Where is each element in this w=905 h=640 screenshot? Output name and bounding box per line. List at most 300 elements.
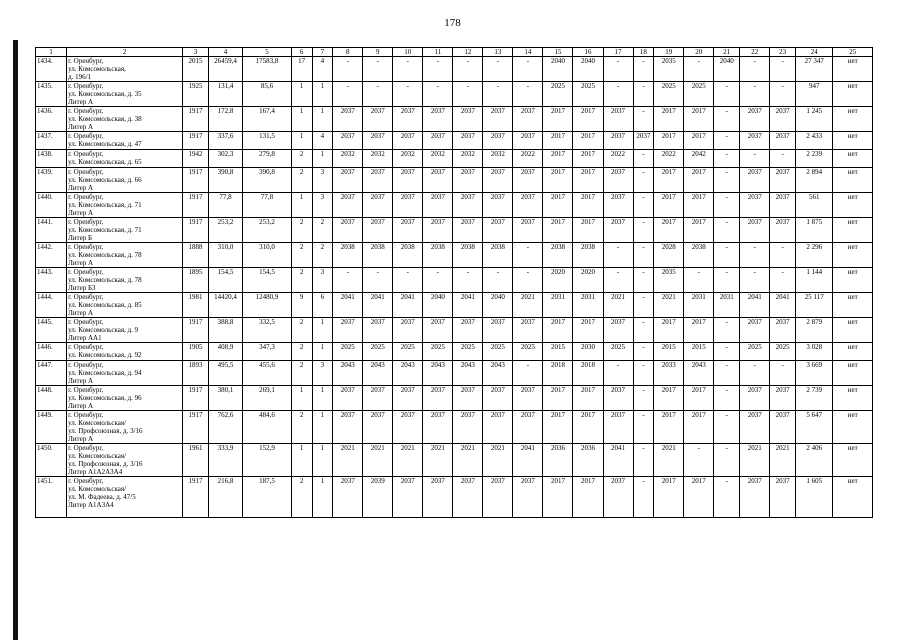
data-cell: 2036: [543, 444, 573, 477]
address-line: г. Оренбург,: [68, 268, 104, 276]
address-cell: [67, 132, 183, 150]
data-cell: 2017: [573, 477, 603, 518]
data-cell: 2041: [333, 293, 363, 318]
address-line: ул. Комсомольская, д. 78: [68, 251, 142, 259]
data-cell: -: [603, 82, 633, 107]
data-cell: 3 669: [796, 361, 833, 386]
row-number: 1449.: [36, 411, 67, 444]
data-cell: 2043: [453, 361, 483, 386]
data-cell: 2021: [654, 444, 684, 477]
data-cell: 2037: [363, 193, 393, 218]
data-cell: 2: [291, 268, 312, 293]
data-cell: 2017: [543, 318, 573, 343]
data-cell: 2039: [363, 477, 393, 518]
data-cell: нет: [833, 107, 873, 132]
data-cell: -: [684, 57, 714, 82]
row-number: 1441.: [36, 218, 67, 243]
data-cell: 269,1: [243, 386, 292, 411]
data-cell: 2037: [333, 132, 363, 150]
data-cell: -: [513, 243, 543, 268]
data-cell: 2035: [654, 57, 684, 82]
data-cell: -: [714, 107, 740, 132]
data-cell: 1888: [183, 243, 209, 268]
address-cell: [67, 386, 183, 411]
data-cell: 2017: [684, 318, 714, 343]
data-cell: 2017: [573, 318, 603, 343]
data-cell: 1: [291, 444, 312, 477]
table-row: [36, 57, 873, 82]
table-row: [36, 477, 873, 518]
column-number-cell: 15: [543, 48, 573, 57]
column-number-cell: 8: [333, 48, 363, 57]
data-cell: -: [633, 343, 654, 361]
data-cell: -: [423, 82, 453, 107]
address-line: г. Оренбург,: [68, 343, 104, 351]
data-cell: -: [333, 268, 363, 293]
address-line: г. Оренбург,: [68, 57, 104, 65]
data-cell: 2021: [423, 444, 453, 477]
data-cell: 167,4: [243, 107, 292, 132]
column-number-cell: 13: [483, 48, 513, 57]
address-line: г. Оренбург,: [68, 168, 104, 176]
data-cell: 2037: [423, 411, 453, 444]
data-cell: 2037: [513, 386, 543, 411]
column-number-cell: 1: [36, 48, 67, 57]
data-cell: 2037: [770, 318, 796, 343]
data-cell: 2021: [363, 444, 393, 477]
data-cell: 2041: [770, 293, 796, 318]
data-cell: 2017: [573, 193, 603, 218]
data-cell: 2037: [333, 193, 363, 218]
data-cell: 1 875: [796, 218, 833, 243]
data-cell: -: [483, 57, 513, 82]
data-cell: 947: [796, 82, 833, 107]
data-cell: 154,5: [208, 268, 242, 293]
table-row: [36, 243, 873, 268]
data-cell: 2037: [363, 168, 393, 193]
data-cell: -: [714, 132, 740, 150]
data-cell: 2037: [483, 318, 513, 343]
column-number-cell: 18: [633, 48, 654, 57]
address-cell: [67, 107, 183, 132]
data-cell: 2017: [573, 150, 603, 168]
data-cell: 2017: [573, 411, 603, 444]
data-cell: 2037: [333, 218, 363, 243]
data-cell: 2037: [453, 477, 483, 518]
data-cell: 2017: [654, 218, 684, 243]
address-line: ул. Комсомольская,: [68, 65, 126, 73]
data-cell: 2: [291, 318, 312, 343]
address-line: ул. Комсомольская, д. 85: [68, 301, 142, 309]
data-cell: 2032: [483, 150, 513, 168]
data-cell: 2037: [453, 193, 483, 218]
data-cell: 2037: [393, 386, 423, 411]
address-line: ул. Комсомольская/: [68, 485, 127, 493]
data-cell: 2037: [393, 411, 423, 444]
data-cell: 2025: [333, 343, 363, 361]
data-cell: -: [633, 477, 654, 518]
data-cell: 2037: [423, 218, 453, 243]
address-line: г. Оренбург,: [68, 82, 104, 90]
data-cell: -: [513, 361, 543, 386]
data-cell: 2017: [573, 386, 603, 411]
data-cell: 2: [312, 218, 333, 243]
data-cell: 2015: [684, 343, 714, 361]
data-cell: 2032: [393, 150, 423, 168]
data-cell: 2017: [573, 218, 603, 243]
data-cell: 333,9: [208, 444, 242, 477]
data-cell: 2037: [393, 132, 423, 150]
data-cell: 1: [312, 444, 333, 477]
data-cell: нет: [833, 477, 873, 518]
data-cell: 2037: [603, 218, 633, 243]
address-line: Литер А: [68, 377, 94, 385]
data-cell: -: [684, 268, 714, 293]
data-cell: 2037: [393, 477, 423, 518]
data-cell: -: [633, 218, 654, 243]
data-cell: 2037: [483, 168, 513, 193]
data-cell: 2025: [393, 343, 423, 361]
data-cell: 2037: [333, 477, 363, 518]
data-cell: 2040: [573, 57, 603, 82]
data-cell: -: [770, 150, 796, 168]
data-cell: 2036: [573, 444, 603, 477]
data-cell: 1: [312, 107, 333, 132]
data-cell: 484,6: [243, 411, 292, 444]
data-cell: 2037: [393, 107, 423, 132]
data-cell: 2 739: [796, 386, 833, 411]
column-number-cell: 6: [291, 48, 312, 57]
data-cell: 2017: [654, 193, 684, 218]
data-cell: 2031: [714, 293, 740, 318]
data-cell: 2037: [513, 318, 543, 343]
data-cell: 2032: [363, 150, 393, 168]
data-cell: 27 347: [796, 57, 833, 82]
data-cell: -: [633, 168, 654, 193]
data-cell: -: [740, 268, 770, 293]
housing-register-table: [35, 47, 873, 518]
data-cell: 2017: [684, 193, 714, 218]
data-cell: 2025: [740, 343, 770, 361]
row-number: 1450.: [36, 444, 67, 477]
data-cell: 2038: [483, 243, 513, 268]
data-cell: -: [770, 361, 796, 386]
data-cell: -: [714, 361, 740, 386]
data-cell: 2022: [654, 150, 684, 168]
data-cell: 2: [291, 150, 312, 168]
data-cell: -: [513, 268, 543, 293]
data-cell: 2025: [654, 82, 684, 107]
data-cell: 2043: [363, 361, 393, 386]
binding-edge: [13, 40, 18, 640]
data-cell: 1895: [183, 268, 209, 293]
data-cell: 2037: [740, 386, 770, 411]
row-number: 1438.: [36, 150, 67, 168]
data-cell: -: [393, 268, 423, 293]
page-number: 178: [444, 17, 461, 29]
data-cell: 2017: [543, 218, 573, 243]
data-cell: 2037: [393, 218, 423, 243]
data-cell: 2037: [453, 386, 483, 411]
data-cell: -: [513, 57, 543, 82]
address-line: ул. Профсоюзная, д. 3/16: [68, 427, 143, 435]
data-cell: 2043: [423, 361, 453, 386]
data-cell: 1: [312, 411, 333, 444]
address-line: г. Оренбург,: [68, 444, 104, 452]
data-cell: 2037: [423, 193, 453, 218]
data-cell: 216,8: [208, 477, 242, 518]
data-cell: 2037: [393, 318, 423, 343]
row-number: 1442.: [36, 243, 67, 268]
data-cell: -: [633, 411, 654, 444]
table-row: [36, 293, 873, 318]
data-cell: 2017: [684, 411, 714, 444]
data-cell: 380,1: [208, 386, 242, 411]
data-cell: -: [633, 361, 654, 386]
data-cell: 1 605: [796, 477, 833, 518]
address-cell: [67, 444, 183, 477]
data-cell: -: [714, 318, 740, 343]
data-cell: 408,9: [208, 343, 242, 361]
data-cell: 3: [312, 168, 333, 193]
data-cell: 2037: [513, 168, 543, 193]
row-number: 1439.: [36, 168, 67, 193]
data-cell: 2017: [654, 386, 684, 411]
data-cell: -: [603, 243, 633, 268]
data-cell: 1: [291, 386, 312, 411]
data-cell: 1917: [183, 218, 209, 243]
data-cell: 495,5: [208, 361, 242, 386]
data-cell: 1 245: [796, 107, 833, 132]
data-cell: 2037: [333, 107, 363, 132]
address-cell: [67, 218, 183, 243]
data-cell: 347,3: [243, 343, 292, 361]
data-cell: 2 433: [796, 132, 833, 150]
data-cell: -: [483, 82, 513, 107]
address-cell: [67, 82, 183, 107]
data-cell: -: [740, 150, 770, 168]
address-line: г. Оренбург,: [68, 361, 104, 369]
address-line: г. Оренбург,: [68, 150, 104, 158]
column-number-cell: 10: [393, 48, 423, 57]
data-cell: 2038: [543, 243, 573, 268]
row-number: 1437.: [36, 132, 67, 150]
address-line: Литер А: [68, 98, 94, 106]
data-cell: 2021: [513, 293, 543, 318]
data-cell: 2: [291, 168, 312, 193]
data-cell: 310,0: [208, 243, 242, 268]
data-cell: 2020: [543, 268, 573, 293]
data-cell: -: [714, 444, 740, 477]
data-cell: 2015: [543, 343, 573, 361]
data-cell: 2037: [740, 318, 770, 343]
address-line: г. Оренбург,: [68, 318, 104, 326]
data-cell: -: [453, 82, 483, 107]
data-cell: 2037: [483, 132, 513, 150]
data-cell: 26459,4: [208, 57, 242, 82]
data-cell: 3: [312, 361, 333, 386]
data-cell: -: [770, 243, 796, 268]
row-number: 1445.: [36, 318, 67, 343]
data-cell: 187,5: [243, 477, 292, 518]
data-cell: 2035: [654, 268, 684, 293]
table-row: [36, 193, 873, 218]
data-cell: 2017: [654, 168, 684, 193]
address-cell: [67, 318, 183, 343]
data-cell: -: [633, 318, 654, 343]
data-cell: 2037: [603, 318, 633, 343]
address-line: Литер А1А3А4: [68, 501, 114, 509]
data-cell: -: [740, 57, 770, 82]
data-cell: 337,6: [208, 132, 242, 150]
data-cell: 2021: [333, 444, 363, 477]
address-cell: [67, 361, 183, 386]
column-number-cell: 17: [603, 48, 633, 57]
data-cell: 2037: [740, 193, 770, 218]
column-number-cell: 20: [684, 48, 714, 57]
data-cell: 2037: [513, 132, 543, 150]
data-cell: 2032: [453, 150, 483, 168]
data-cell: -: [714, 477, 740, 518]
address-line: Литер А: [68, 123, 94, 131]
data-cell: 2037: [483, 107, 513, 132]
data-cell: 2032: [333, 150, 363, 168]
data-cell: -: [393, 82, 423, 107]
data-cell: 455,6: [243, 361, 292, 386]
data-cell: -: [633, 386, 654, 411]
data-cell: 2018: [573, 361, 603, 386]
address-cell: [67, 168, 183, 193]
data-cell: 2037: [740, 132, 770, 150]
column-number-cell: 21: [714, 48, 740, 57]
data-cell: 1917: [183, 477, 209, 518]
data-cell: 2017: [573, 168, 603, 193]
data-cell: 2: [291, 477, 312, 518]
data-cell: 2037: [423, 318, 453, 343]
data-cell: нет: [833, 318, 873, 343]
address-line: ул. М. Фадеева, д. 47/5: [68, 493, 136, 501]
data-cell: -: [714, 268, 740, 293]
data-cell: 1917: [183, 318, 209, 343]
address-cell: [67, 57, 183, 82]
address-line: ул. Комсомольская, д. 92: [68, 351, 142, 359]
data-cell: 2038: [684, 243, 714, 268]
data-cell: -: [363, 57, 393, 82]
address-line: Литер А1А2А3А4: [68, 468, 123, 476]
data-cell: 2041: [603, 444, 633, 477]
data-cell: 2037: [770, 193, 796, 218]
address-line: ул. Комсомольская/: [68, 419, 127, 427]
data-cell: 3: [312, 193, 333, 218]
data-cell: нет: [833, 268, 873, 293]
data-cell: 2037: [740, 218, 770, 243]
data-cell: 2040: [423, 293, 453, 318]
data-cell: -: [740, 82, 770, 107]
data-cell: нет: [833, 82, 873, 107]
data-cell: -: [603, 361, 633, 386]
address-line: ул. Комсомольская, д. 94: [68, 369, 142, 377]
data-cell: 1917: [183, 193, 209, 218]
data-cell: нет: [833, 243, 873, 268]
data-cell: -: [770, 57, 796, 82]
data-cell: 2017: [654, 411, 684, 444]
address-line: ул. Комсомольская, д. 9: [68, 326, 139, 334]
address-line: ул. Комсомольская, д. 35: [68, 90, 142, 98]
data-cell: 2037: [453, 318, 483, 343]
column-number-cell: 9: [363, 48, 393, 57]
data-cell: 2025: [770, 343, 796, 361]
address-line: ул. Комсомольская, д. 71: [68, 226, 142, 234]
address-line: ул. Комсомольская/: [68, 452, 127, 460]
data-cell: 2: [291, 243, 312, 268]
row-number: 1435.: [36, 82, 67, 107]
data-cell: 154,5: [243, 268, 292, 293]
data-cell: -: [714, 243, 740, 268]
data-cell: 2037: [603, 107, 633, 132]
address-line: г. Оренбург,: [68, 107, 104, 115]
table-row: [36, 386, 873, 411]
data-cell: 2042: [684, 150, 714, 168]
data-cell: 2037: [770, 107, 796, 132]
data-cell: -: [714, 218, 740, 243]
data-cell: -: [714, 82, 740, 107]
data-cell: 4: [312, 57, 333, 82]
data-cell: 2037: [453, 168, 483, 193]
data-cell: 1: [291, 193, 312, 218]
data-cell: 2031: [684, 293, 714, 318]
address-line: Литер А: [68, 209, 94, 217]
data-cell: 2 894: [796, 168, 833, 193]
address-line: Литер Б3: [68, 284, 96, 292]
data-cell: 1925: [183, 82, 209, 107]
table-row: [36, 82, 873, 107]
row-number: 1444.: [36, 293, 67, 318]
row-number: 1443.: [36, 268, 67, 293]
data-cell: нет: [833, 386, 873, 411]
address-cell: [67, 477, 183, 518]
data-cell: 2025: [363, 343, 393, 361]
data-cell: 2017: [573, 132, 603, 150]
address-line: Литер Б: [68, 234, 92, 242]
data-cell: 25 117: [796, 293, 833, 318]
data-cell: 2040: [483, 293, 513, 318]
data-cell: 388,8: [208, 318, 242, 343]
data-cell: 1: [312, 477, 333, 518]
data-cell: 302,3: [208, 150, 242, 168]
address-line: Литер АА1: [68, 334, 102, 342]
data-cell: -: [633, 57, 654, 82]
data-cell: 2037: [423, 168, 453, 193]
data-cell: 85,6: [243, 82, 292, 107]
data-cell: 2017: [543, 411, 573, 444]
table-row: [36, 168, 873, 193]
data-cell: -: [714, 193, 740, 218]
data-cell: 2037: [770, 168, 796, 193]
data-cell: 3 028: [796, 343, 833, 361]
data-cell: 2037: [363, 411, 393, 444]
address-cell: [67, 193, 183, 218]
data-cell: 2017: [543, 107, 573, 132]
data-cell: 2041: [513, 444, 543, 477]
data-cell: 2 296: [796, 243, 833, 268]
address-line: Литер А: [68, 184, 94, 192]
table-row: [36, 318, 873, 343]
row-number: 1446.: [36, 343, 67, 361]
data-cell: 2: [291, 361, 312, 386]
data-cell: 561: [796, 193, 833, 218]
address-line: Литер А: [68, 309, 94, 317]
data-cell: 2041: [393, 293, 423, 318]
